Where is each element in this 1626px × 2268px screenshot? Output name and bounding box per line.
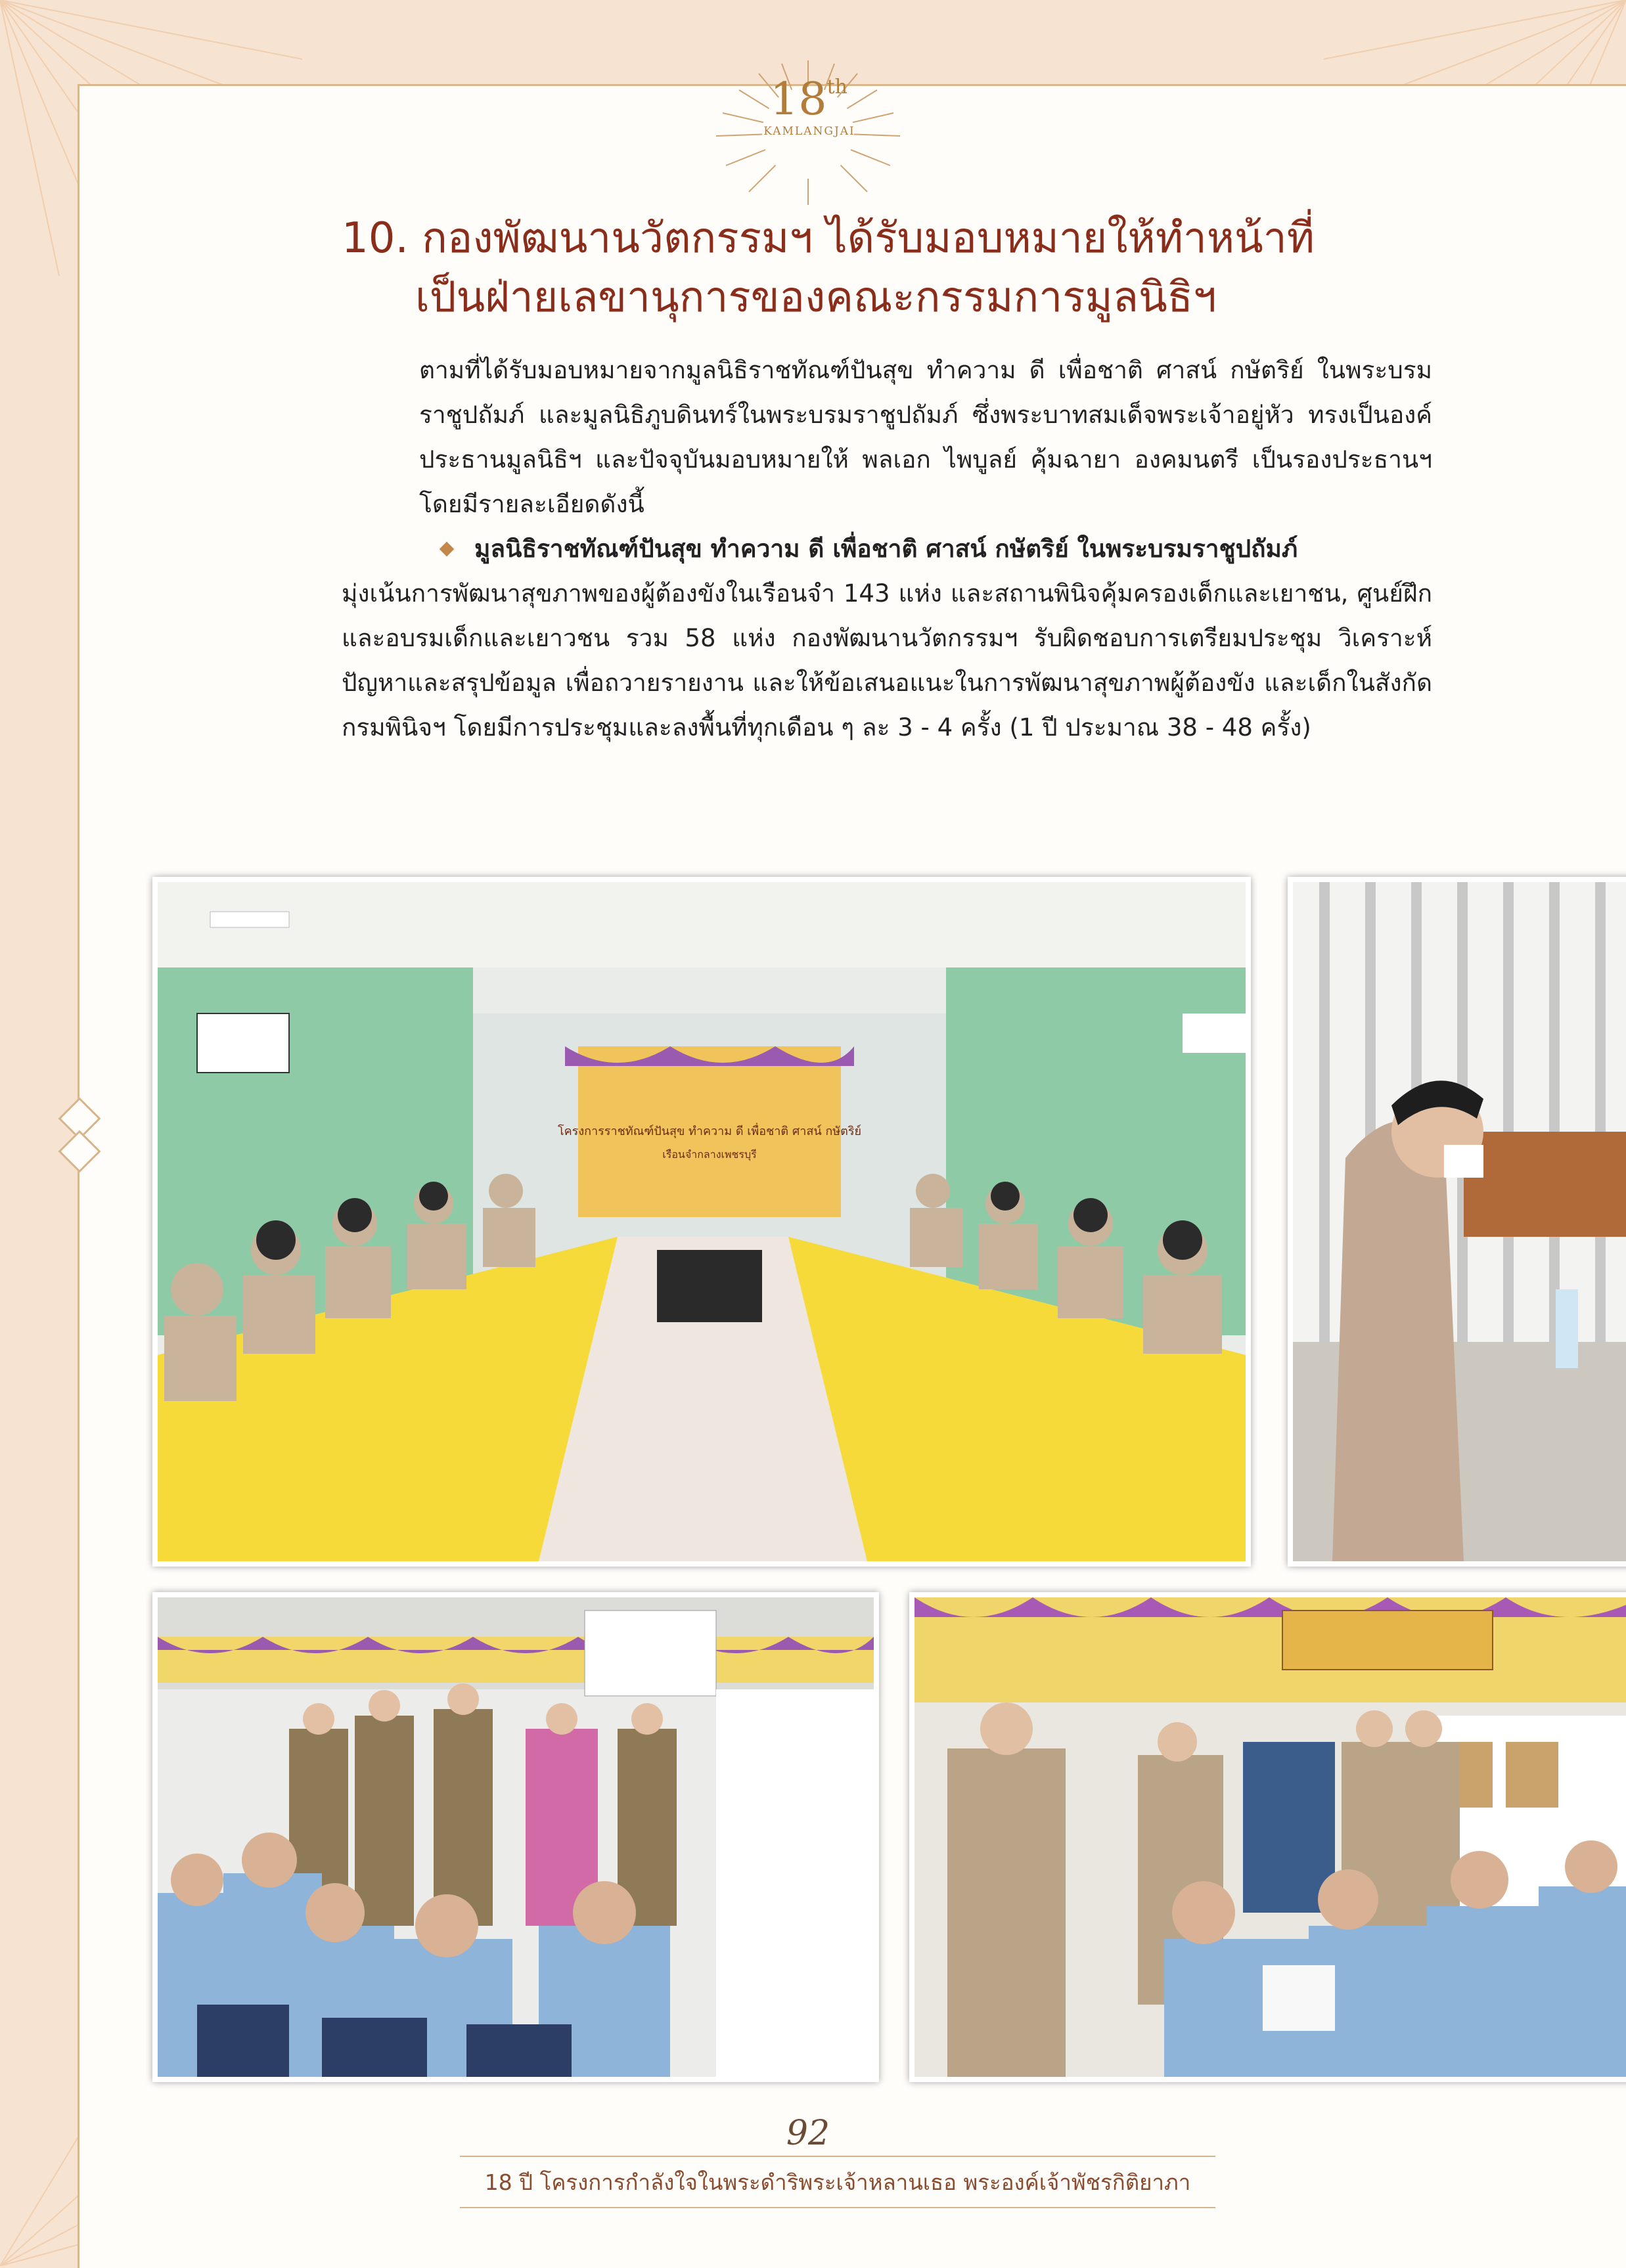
bullet-item: [342, 527, 1432, 571]
photo-inmate-visit: [152, 1592, 879, 2082]
bullet-title: มูลนิธิราชทัณฑ์ปันสุข ทำความ ดี เพื่อชาติ ศาสน์ กษัตริย์ ในพระบรมราชูปถัมภ์: [474, 535, 1298, 563]
page-number: 92: [786, 2114, 830, 2153]
photo-library-visit: [909, 1592, 1626, 2082]
photo-meeting-room: [152, 877, 1251, 1567]
photo-banner-text: โครงการราชทัณฑ์ปันสุข ทำความ ดี เพื่อชาติ ศาสน์ กษัตริย์: [557, 1124, 862, 1138]
intro-paragraph: ตามที่ได้รับมอบหมายจากมูลนิธิราชทัณฑ์ปันสุข ทำความ ดี เพื่อชาติ ศาสน์ กษัตริย์ ในพระบรมราชูปถัมภ์ และมูลนิธิภูบดินทร์ในพระบรมราชูปถัมภ์ ซึ่งพระบาทสมเด็จพระเจ้าอยู่หัว ทรงเป็นองค์ประธานมูลนิธิฯ และปัจจุบันมอบหมายให้ พลเอก ไพบูลย์ คุ้มฉายา องคมนตรี เป็นรองประธานฯ โดยมีรายละเอียดดังนี้: [419, 356, 1432, 518]
bullet-paragraph: มุ่งเน้นการพัฒนาสุขภาพของผู้ต้องขังในเรือนจำ 143 แห่ง และสถานพินิจคุ้มครองเด็กและเยาชน, ศูนย์ฝึกและอบรมเด็กและเยาวชน รวม 58 แห่ง กองพัฒนานวัตกรรมฯ รับผิดชอบการเตรียมประชุม วิเคราะห์ปัญหาและสรุปข้อมูล เพื่อถวายรายงาน และให้ข้อเสนอแนะในการพัฒนาสุขภาพผู้ต้องขัง และเด็กในสังกัดกรมพินิจฯ โดยมีการประชุมและลงพื้นที่ทุกเดือน ๆ ละ 3 - 4 ครั้ง (1 ปี ประมาณ 38 - 48 ครั้ง): [342, 579, 1432, 742]
heading-line-1: 10. กองพัฒนานวัตกรรมฯ ได้รับมอบหมายให้ทำหน้าที่: [342, 214, 1315, 263]
section-heading: [342, 209, 1524, 327]
footer-text: 18 ปี โครงการกำลังใจในพระดำริพระเจ้าหลานเธอ พระองค์เจ้าพัชรกิติยาภา: [484, 2169, 1191, 2195]
logo-text: KAMLANGJAI: [763, 125, 855, 138]
photo-corridor: [1288, 877, 1626, 1567]
footer-band: [460, 2156, 1215, 2208]
heading-line-2: เป็นฝ่ายเลขานุการของคณะกรรมการมูลนิธิฯ: [415, 273, 1217, 322]
body-text: [342, 348, 1432, 750]
photo-banner-subtext: เรือนจำกลางเพชรบุรี: [662, 1148, 757, 1161]
logo-number: 18th: [770, 74, 847, 125]
